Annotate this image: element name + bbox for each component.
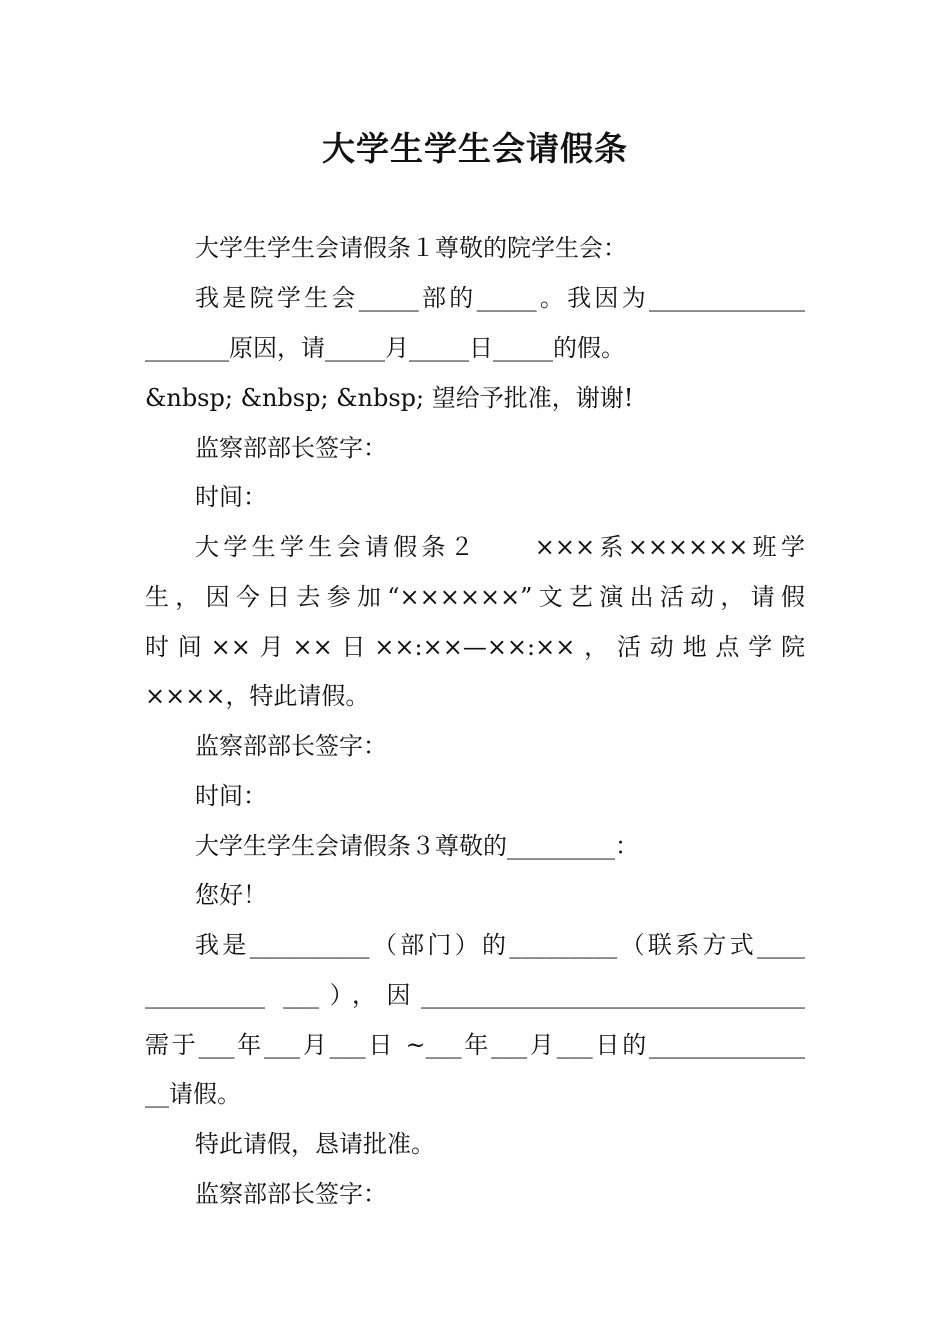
closing-line: 特此请假，恳请批准。 [195,1130,435,1158]
paragraph-line: &nbsp; &nbsp; &nbsp; 望给予批准，谢谢! [145,384,634,412]
paragraph-line: 我是__________（部门）的_________（联系方式____ [195,931,805,959]
paragraph-line: 需于___年___月___日 ~___年___月___日的_____________ [145,1031,805,1059]
paragraph-line: 大学生学生会请假条１尊敬的院学生会： [195,234,627,262]
greeting-line: 您好！ [195,881,267,909]
paragraph-line: 生，因今日去参加“××××××”文艺演出活动，请假 [145,583,805,611]
paragraph-line: 时间××月××日××:××—××:××，活动地点学院 [145,633,805,661]
paragraph-line: ××××，特此请假。 [145,682,370,710]
paragraph-line: 我是院学生会_____部的_____。我因为_____________ [195,284,805,312]
paragraph-line: 大学生学生会请假条３尊敬的_________： [195,832,639,860]
document-title: 大学生学生会请假条 [322,129,628,168]
date-label: 时间： [195,782,267,810]
paragraph-line: _______原因，请_____月_____日_____的假。 [145,334,625,362]
signature-label: 监察部部长签字： [195,732,387,760]
signature-label: 监察部部长签字： [195,434,387,462]
paragraph-line: __请假。 [145,1080,241,1108]
paragraph-line: __________ ___），因________________________________ [145,981,805,1009]
signature-label: 监察部部长签字： [195,1180,387,1208]
paragraph-line: 大学生学生会请假条２ ×××系××××××班学 [195,533,805,561]
date-label: 时间： [195,483,267,511]
